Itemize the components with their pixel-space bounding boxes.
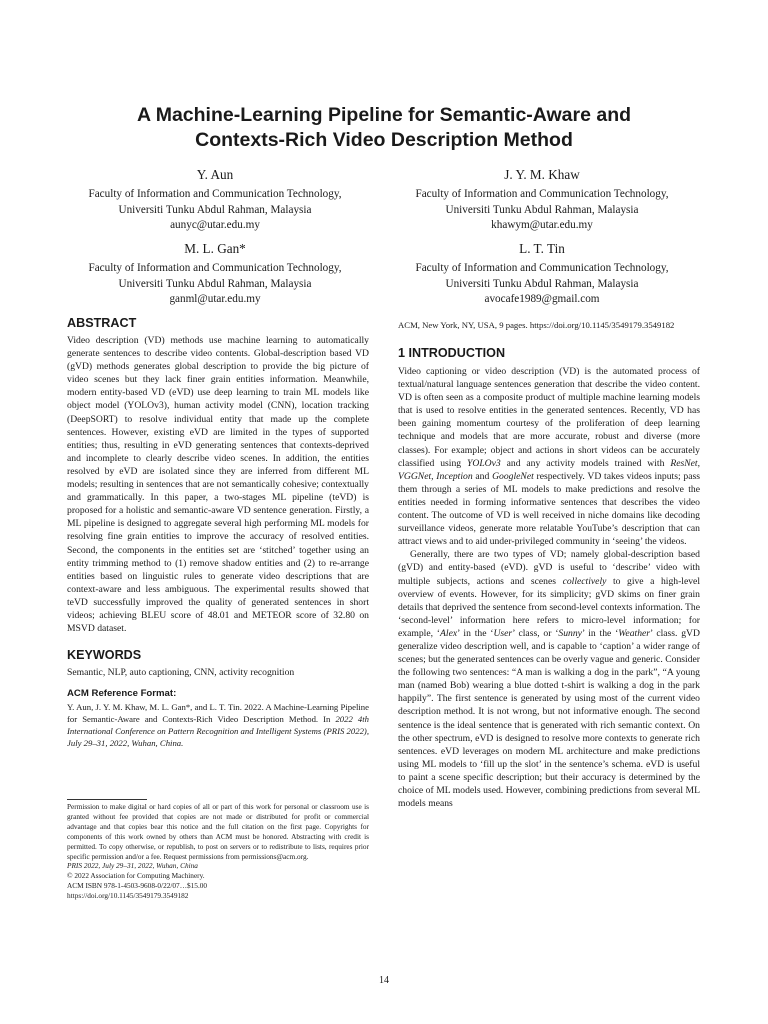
footer-doi: https://doi.org/10.1145/3549179.3549182	[67, 891, 189, 901]
page-number: 14	[379, 975, 389, 986]
keywords-text: Semantic, NLP, auto captioning, CNN, activity recognition	[67, 667, 295, 679]
acm-reference-text	[67, 701, 369, 749]
author-affiliation: Faculty of Information and Communication Technology,	[88, 262, 342, 274]
abstract-text: Video description (VD) methods use machine learning to automatically generate sentences to describe video contents. Global-description based VD (gVD) methods generates global description to provide the big picture of video scenes but they lack finer grain entities information. Meanwhile, modern entity-based VD (eVD) use deep learning to train ML models like object model (YOLOv3), human activity model (CNN), location tracking (DeepSORT) to resolve individual entity that made up the complete sentences. However, existing eVD are limited in the types of supported entities; thus, resulting in eVD generating sentences that contexts-deprived and incomplete to clearly describe video scenes. In addition, the entities resolved by eVD are isolated since they are inferred from different ML models; resulting in sentences that are not semantically cohesive; contextually and grammatically. In this paper, a two-stages ML pipeline (teVD) is proposed for a holistic and semantic-aware VD sentence generation. Firstly, a ML pipeline is designed to aggregate several high performing ML models for resolving fine grain entities to improve the accuracy of resolved entities. Second, the components in the entities set are ‘stitched’ together using an entity trimming method to (1) remove shadow entities and (2) to re-arrange entities based on linguistic rules to generate video descriptions that are context-aware and less ambiguous. The experimental results showed that teVD successfully improved the quality of generated sentences in short videos; achieving BLEU score of 48.01 and METEOR score of 32.80 on MSVD dataset.	[67, 335, 369, 635]
footer-conference: PRIS 2022, July 29–31, 2022, Wuhan, China	[67, 861, 198, 871]
intro-paragraph-1: Video captioning or video description (VD) is the automated process of textual/natural language sentences generation that describe the video content. VD is often seen as a composite product of multiple machine learning models that is used to resolve entities in the generated sentences. Recently, VD has been gaining momentum courtesy of the proliferation of deep learning technique and models that are more accurate, robust and diverse (more classes). For example; object and actions in short videos can be accurately classified using YOLOv3 and any activity models trained with ResNet, VGGNet, Inception and GoogleNet respectively. VD takes videos inputs; pass them through a series of ML models to make predictions and resolve the entities needed in forming informative sentences that describes the video content. The outcome of VD is well received in niche domains like decoding surveillance videos, generate more relatable YouTube’s description that can attract views and to aid under-privileged community in ‘seeing’ the videos.	[398, 366, 700, 548]
acm-reference-tail: ACM, New York, NY, USA, 9 pages. https://doi.org/10.1145/3549179.3549182	[398, 320, 675, 330]
author-affiliation: Faculty of Information and Communication Technology,	[88, 188, 342, 200]
acm-reference-authors: Y. Aun, J. Y. M. Khaw, M. L. Gan*, and L. T. Tin. 2022. A Machine-Learning Pipeline for Semantic-Aware and Contexts-Rich Video Description Method. In	[67, 702, 369, 725]
author-university: Universiti Tunku Abdul Rahman, Malaysia	[445, 277, 639, 290]
permission-notice: Permission to make digital or hard copies of all or part of this work for personal or classroom use is granted without fee provided that copies are not made or distributed for profit or commercial advantage and that copies bear this notice and the full citation on the first page. Copyrights for components of this work owned by others than ACM must be honored. Abstracting with credit is permitted. To copy otherwise, or republish, to post on servers or to redistribute to lists, requires prior specific permission and/or a fee. Request permissions from permissions@acm.org.	[67, 802, 369, 861]
introduction-heading: 1 INTRODUCTION	[398, 346, 506, 360]
author-name: Y. Aun	[196, 167, 234, 182]
author-email: aunyc@utar.edu.my	[170, 219, 260, 231]
acm-reference-heading: ACM Reference Format:	[67, 688, 177, 700]
author-affiliation: Faculty of Information and Communication Technology,	[415, 262, 669, 274]
author-name: M. L. Gan*	[184, 241, 246, 256]
author-affiliation: Faculty of Information and Communication Technology,	[415, 188, 669, 200]
author-block-1	[55, 166, 375, 234]
author-name: J. Y. M. Khaw	[504, 167, 580, 182]
paper-title	[60, 103, 708, 153]
footer-isbn: ACM ISBN 978-1-4503-9608-0/22/07…$15.00	[67, 881, 208, 891]
footnote-rule	[67, 799, 147, 800]
title-line-1: A Machine-Learning Pipeline for Semantic-Aware and	[136, 104, 632, 126]
acm-reference-venue: 2022 4th International Conference on Pattern Recognition and Intelligent Systems (PRIS 2022), July 29–31, 2022, Wuhan, China.	[67, 714, 369, 749]
author-block-3	[55, 240, 375, 308]
author-name: L. T. Tin	[519, 241, 565, 256]
abstract-heading: ABSTRACT	[67, 316, 137, 330]
author-email: avocafe1989@gmail.com	[484, 293, 600, 305]
title-line-2: Contexts-Rich Video Description Method	[195, 129, 573, 151]
author-block-4	[382, 240, 702, 308]
author-email: ganml@utar.edu.my	[169, 293, 261, 305]
author-email: khawym@utar.edu.my	[491, 219, 593, 231]
footer-copyright: © 2022 Association for Computing Machinery.	[67, 871, 205, 881]
author-block-2	[382, 166, 702, 234]
keywords-heading: KEYWORDS	[67, 648, 142, 663]
acm-reference-continuation	[398, 319, 700, 331]
author-university: Universiti Tunku Abdul Rahman, Malaysia	[118, 203, 312, 216]
right-column	[398, 319, 700, 810]
footnote-block	[67, 802, 369, 901]
left-column	[67, 315, 369, 749]
author-university: Universiti Tunku Abdul Rahman, Malaysia	[445, 203, 639, 216]
intro-paragraph-2: Generally, there are two types of VD; namely global-description based (gVD) and entity-based (eVD). gVD is useful to ‘describe’ video with multiple subjects, actions and scenes collectively to give a high-level overview of events. However, for its simplicity; gVD skims on finer grain details that deprived the sentence from second-level contexts information. The ‘second-level’ information here refers to micro-level information; for example, ‘Alex’ in the ‘User’ class, or ‘Sunny’ in the ‘Weather’ class. gVD generalize video description well, and is capable to ‘caption’ a wider range of scenes; but the generated sentences can be overly vague and generic. Consider the following two sentences: “A man is walking a dog in the park”, “A young man (named Bob) wearing a blue dotted t-shirt is walking a dog in the park happily”. The first sentence is generated by using most of the current video description method. It is not wrong, but not informative enough. The second sentence is the ideal sentence that is generated with rich semantic context. On the other spectrum, eVD is designed to resolve more contexts to generate rich sentences. eVD leverages on modern ML architecture and make predictions using ML models to ‘fill up the slot’ in the sentence’s schema. eVD is useful to paint a scene specific description; but their accuracy is determined by the choice of ML models used. However, combining predictions from several ML models means	[398, 549, 700, 810]
author-university: Universiti Tunku Abdul Rahman, Malaysia	[118, 277, 312, 290]
